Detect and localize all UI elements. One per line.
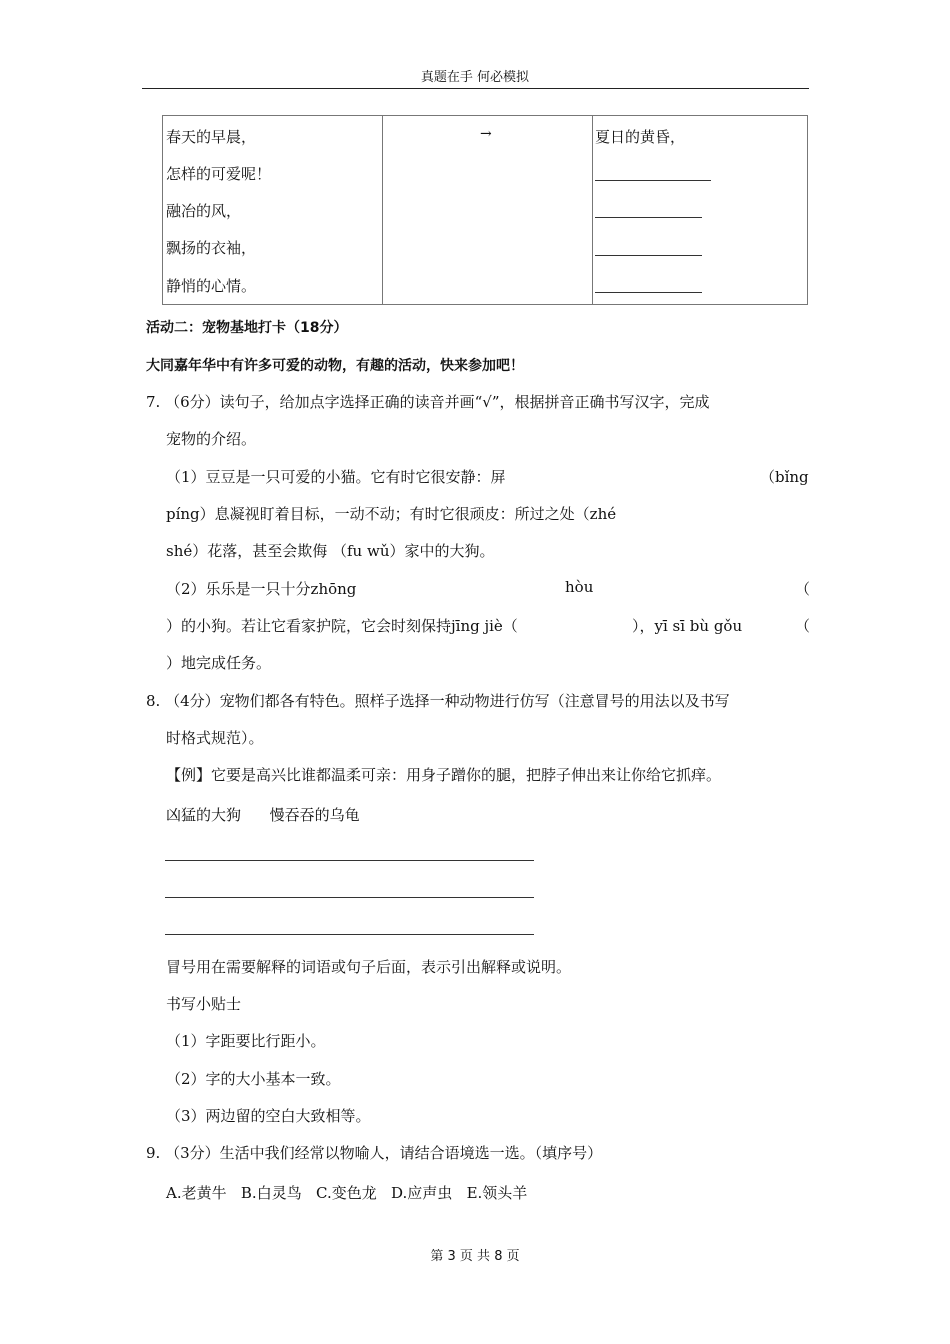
- answer-blank-2[interactable]: [595, 217, 702, 218]
- answer-blank-3[interactable]: [595, 255, 702, 256]
- q7-p1-d: shé）花落，甚至会欺侮 （fu wǔ）家中的大狗。: [166, 542, 495, 560]
- poem-line-2: 怎样的可爱呢！: [166, 165, 272, 183]
- q8-options: 凶猛的大狗 慢吞吞的乌龟: [166, 806, 360, 824]
- q7-p2-a: （2）乐乐是一只十分zhōng: [166, 580, 357, 598]
- table-divider-2: [592, 116, 593, 304]
- q7-p1-a: （1）豆豆是一只可爱的小猫。它有时它很安静：屏: [166, 468, 506, 486]
- poem-line-4: 飘扬的衣袖，: [166, 239, 257, 257]
- header-rule: [142, 88, 809, 89]
- answer-blank-4[interactable]: [595, 292, 702, 293]
- poem-line-5: 静悄的心情。: [166, 277, 257, 295]
- q7-p2-f: （: [795, 617, 811, 635]
- q7-line1: 7. （6分）读句子，给加点字选择正确的读音并画“√”，根据拼音正确书写汉字，完成: [146, 393, 710, 411]
- q8-tips-title: 书写小贴士: [166, 995, 242, 1013]
- q8-line1: 8. （4分）宠物们都各有特色。照样子选择一种动物进行仿写（注意冒号的用法以及书写: [146, 692, 730, 710]
- q8-line2: 时格式规范）。: [166, 729, 264, 747]
- q9-choices: A.老黄牛 B.白灵鸟 C.变色龙 D.应声虫 E.领头羊: [166, 1184, 528, 1202]
- q7-p2-g: ）地完成任务。: [166, 654, 272, 672]
- q7-p1-b: （bǐng: [760, 468, 809, 486]
- q8-colon-note: 冒号用在需要解释的词语或句子后面，表示引出解释或说明。: [166, 958, 572, 976]
- q7-p2-c: （: [795, 580, 811, 598]
- arrow-icon: →: [480, 126, 492, 142]
- table-divider-1: [382, 116, 383, 304]
- page-header: 真题在手 何必模拟: [420, 70, 530, 85]
- q7-p2-e: ），yī sī bù gǒu: [632, 617, 743, 635]
- writing-line-1[interactable]: [165, 860, 534, 861]
- q7-p1-c: píng）息凝视盯着目标，一动不动；有时它很顽皮：所过之处（zhé: [166, 505, 617, 523]
- q8-tip-1: （1）字距要比行距小。: [166, 1032, 326, 1050]
- writing-line-3[interactable]: [165, 934, 534, 935]
- poem-right-title: 夏日的黄昏，: [595, 128, 686, 146]
- q8-tip-3: （3）两边留的空白大致相等。: [166, 1107, 371, 1125]
- activity2-title: 活动二：宠物基地打卡（18分）: [146, 320, 348, 336]
- q7-p2-d: ）的小狗。若让它看家护院，它会时刻保持jīng jiè（: [166, 617, 518, 635]
- poem-table: [162, 115, 808, 305]
- writing-line-2[interactable]: [165, 897, 534, 898]
- q8-tip-2: （2）字的大小基本一致。: [166, 1070, 341, 1088]
- poem-line-3: 融冶的风，: [166, 202, 242, 220]
- q7-p2-b: hòu: [565, 578, 594, 596]
- q8-example: 【例】它要是高兴比谁都温柔可亲：用身子蹭你的腿，把脖子伸出来让你给它抓痒。: [166, 766, 722, 784]
- page-footer: 第 3 页 共 8 页: [430, 1249, 520, 1264]
- q9-line1: 9. （3分）生活中我们经常以物喻人，请结合语境选一选。（填序号）: [146, 1144, 603, 1162]
- poem-line-1: 春天的早晨，: [166, 128, 257, 146]
- q7-line2: 宠物的介绍。: [166, 430, 257, 448]
- activity2-intro: 大同嘉年华中有许多可爱的动物，有趣的活动，快来参加吧！: [146, 358, 524, 374]
- answer-blank-1[interactable]: [595, 180, 711, 181]
